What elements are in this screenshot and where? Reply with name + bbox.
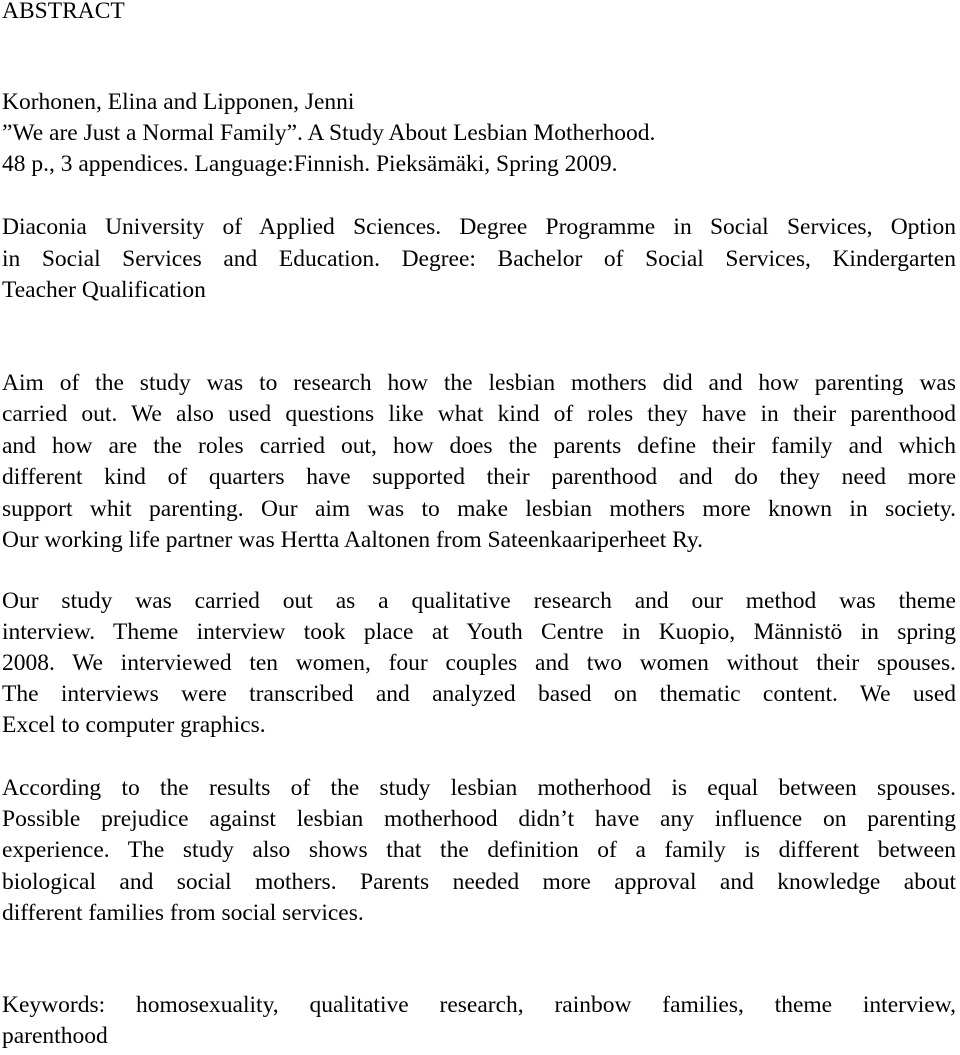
keywords-line: Keywords: homosexuality, qualitative research, rainbow families, theme interview, — [2, 992, 956, 1018]
page-heading: ABSTRACT — [2, 0, 125, 24]
paragraph-line: The interviews were transcribed and analyzed based on thematic content. We used — [2, 681, 956, 707]
paragraph-line: Excel to computer graphics. — [2, 712, 266, 738]
paragraph-line: different kind of quarters have supported their parenthood and do they need more — [2, 464, 956, 490]
institution-line: in Social Services and Education. Degree: Bachelor of Social Services, Kindergarten — [2, 246, 956, 272]
paragraph-line: Our study was carried out as a qualitative research and our method was theme — [2, 588, 956, 614]
keywords-line: parenthood — [2, 1023, 108, 1049]
paragraph-line: 2008. We interviewed ten women, four couples and two women without their spouses. — [2, 650, 956, 676]
institution-line: Teacher Qualification — [2, 277, 206, 303]
citation-details: 48 p., 3 appendices. Language:Finnish. Pieksämäki, Spring 2009. — [2, 151, 618, 177]
citation-title: ”We are Just a Normal Family”. A Study About Lesbian Motherhood. — [2, 120, 656, 146]
paragraph-line: biological and social mothers. Parents needed more approval and knowledge about — [2, 869, 956, 895]
paragraph-line: Our working life partner was Hertta Aaltonen from Sateenkaariperheet Ry. — [2, 527, 703, 553]
paragraph-line: different families from social services. — [2, 900, 364, 926]
paragraph-line: Possible prejudice against lesbian motherhood didn’t have any influence on parenting — [2, 806, 956, 832]
paragraph-line: and how are the roles carried out, how does the parents define their family and which — [2, 433, 956, 459]
institution-line: Diaconia University of Applied Sciences. Degree Programme in Social Services, Option — [2, 214, 956, 240]
paragraph-line: interview. Theme interview took place at Youth Centre in Kuopio, Männistö in spring — [2, 619, 956, 645]
paragraph-line: Aim of the study was to research how the lesbian mothers did and how parenting was — [2, 370, 956, 396]
paragraph-line: According to the results of the study lesbian motherhood is equal between spouses. — [2, 775, 956, 801]
paragraph-line: carried out. We also used questions like what kind of roles they have in their parenthood — [2, 401, 956, 427]
paragraph-line: experience. The study also shows that the definition of a family is different between — [2, 837, 956, 863]
citation-authors: Korhonen, Elina and Lipponen, Jenni — [2, 89, 355, 115]
paragraph-line: support whit parenting. Our aim was to make lesbian mothers more known in society. — [2, 496, 956, 522]
